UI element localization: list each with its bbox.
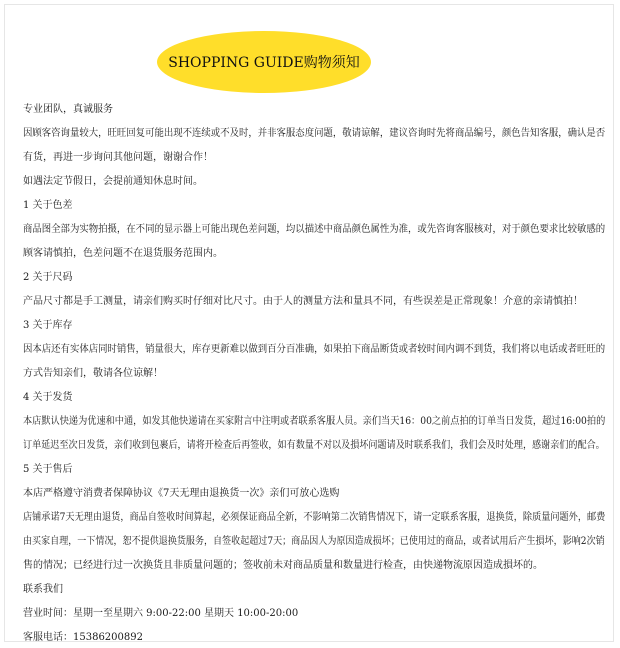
text-line: 由买家自理，一下情况，恕不提供退换货服务，自签收起超过7天；商品因人为原因造成损坏；已使用过的商品，或者试用后产生損坏，影响2次销 [23, 536, 605, 547]
title-banner [157, 31, 371, 93]
text-line: 本店默认快递为优速和中通，如发其他快递请在买家附言中注明或者联系客服人员。亲们当天16：00之前点拍的订单当日发货，超过16:00拍的 [23, 416, 606, 427]
page-title: SHOPPING GUIDE购物须知 [168, 55, 360, 71]
text-line: 因顾客咨询量较大，旺旺回复可能出现不连续或不及时，并非客服态度问题，敬请谅解，建议咨询时先将商品编号，颜色告知客服，确认是否 [23, 128, 606, 139]
text-line: 本店严格遵守消费者保障协议《7天无理由退换货一次》亲们可放心选购 [23, 488, 340, 499]
section-heading: 3 关于库存 [23, 320, 73, 331]
text-line: 方式告知亲们，敬请各位谅解！ [23, 368, 163, 379]
text-line: 专业团队，真诚服务 [23, 104, 113, 115]
service-phone: 客服电话：15386200892 [23, 632, 143, 643]
section-heading: 2 关于尺码 [23, 272, 73, 283]
text-line: 产品尺寸都是手工测量，请亲们购买时仔细对比尺寸。由于人的测量方法和量具不同，有些误差是正常现象！介意的亲请慎拍！ [23, 296, 583, 307]
text-line: 商品图全部为实物拍摄，在不同的显示器上可能出现色差问题，均以描述中商品颜色属性为准，或先咨询客服核对，对于颜色要求比较敏感的 [23, 224, 606, 235]
text-line: 顾客请慎拍，色差问题不在退货服务范围内。 [23, 248, 223, 259]
text-line: 有货，再进一步询问其他问题，谢谢合作！ [23, 152, 213, 163]
business-hours: 营业时间：星期一至星期六 9:00-22:00 星期天 10:00-20:00 [23, 608, 299, 619]
section-heading: 5 关于售后 [23, 464, 73, 475]
section-heading: 联系我们 [23, 584, 63, 595]
text-line: 售的情况；已经进行过一次换货且非质量问题的；签收前未对商品质量和数量进行检查，由快递物流原因造成損坏的。 [23, 560, 543, 571]
section-heading: 4 关于发货 [23, 392, 73, 403]
text-line: 店铺承诺7天无理由退货，商品自签收时间算起，必须保证商品全新，不影响第二次销售情况下，请一定联系客服，退换货，除质量问题外，邮费 [23, 512, 606, 523]
text-line: 订单延迟至次日发货，亲们收到包裹后，请将开检查后再签收，如有数量不对以及損坏问题请及时联系我们，我们会及时处理，感谢亲们的配合。 [23, 440, 605, 451]
section-heading: 1 关于色差 [23, 200, 73, 211]
text-line: 因本店还有实体店同时销售，销量很大，库存更新难以做到百分百准确，如果拍下商品断货或者较时间内调不到货，我们将以电话或者旺旺的 [23, 344, 606, 355]
text-line: 如遇法定节假日，会提前通知休息时间。 [23, 176, 203, 187]
